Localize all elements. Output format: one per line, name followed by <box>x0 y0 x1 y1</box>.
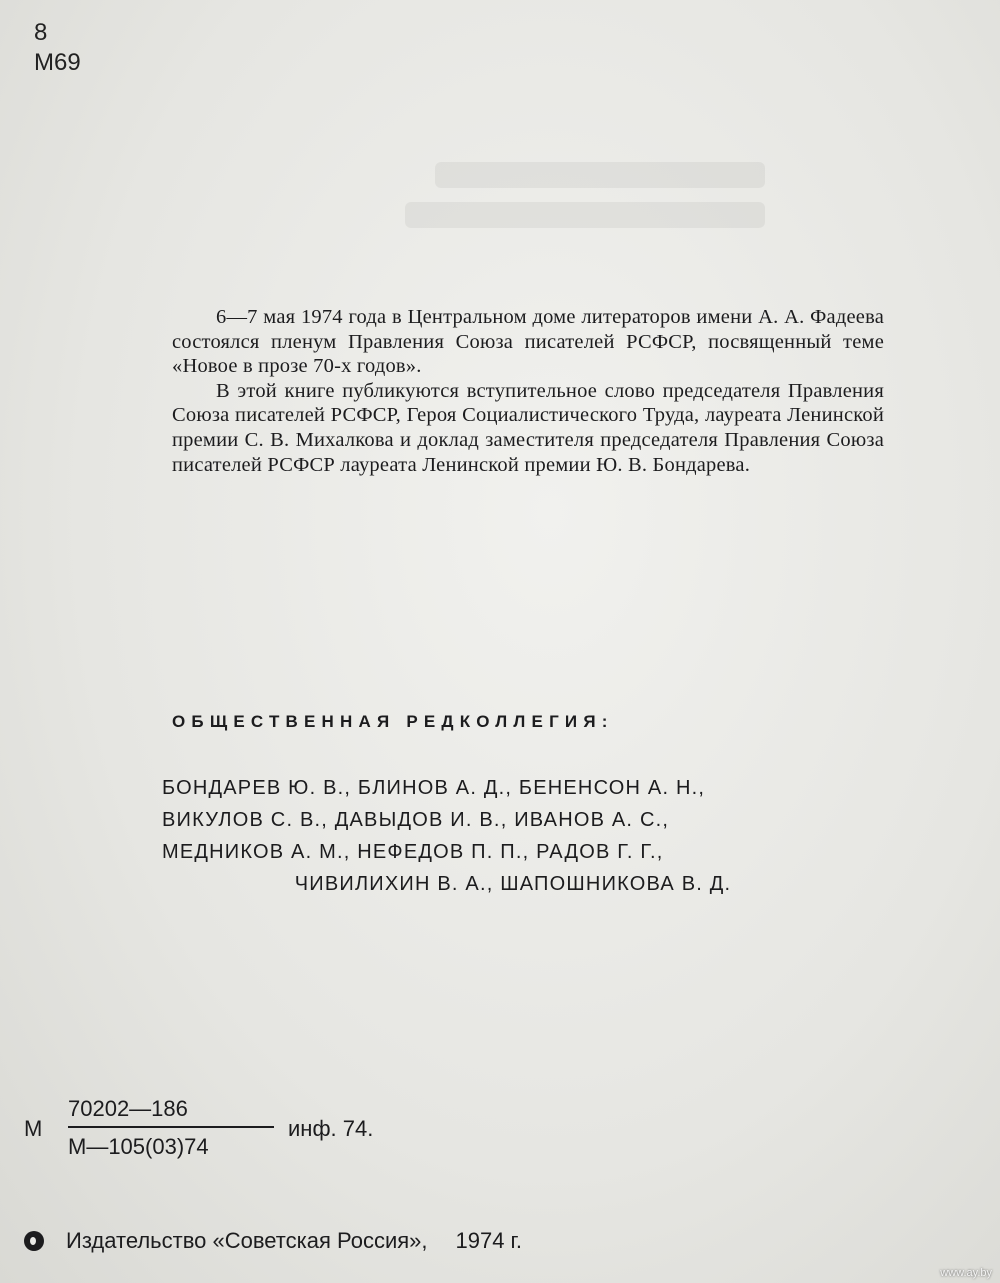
index-numerator: 70202—186 <box>68 1096 188 1121</box>
classification-number: 8 <box>34 19 48 46</box>
index-denominator: М—105(03)74 <box>68 1134 209 1159</box>
editorial-board-members <box>162 772 882 900</box>
annotation-paragraph-1: 6—7 мая 1974 года в Центральном доме литераторов имени А. А. Фадеева состоялся пленум Правления Союза писателей РСФСР, посвященный теме «Новое в прозе 70-х годов». <box>172 306 884 378</box>
board-members-line: БОНДАРЕВ Ю. В., БЛИНОВ А. Д., БЕНЕНСОН А. Н., <box>162 777 706 799</box>
index-suffix: инф. 74. <box>288 1116 374 1141</box>
board-members-line: ЧИВИЛИХИН В. А., ШАПОШНИКОВА В. Д. <box>294 873 732 895</box>
board-members-line: ВИКУЛОВ С. В., ДАВЫДОВ И. В., ИВАНОВ А. С., <box>162 809 670 831</box>
publisher-name: Издательство «Советская Россия», <box>66 1228 428 1253</box>
author-mark: M69 <box>34 49 81 76</box>
publisher-imprint <box>24 1228 522 1254</box>
site-watermark: www.ay.by <box>940 1267 992 1279</box>
copyright-icon <box>24 1231 44 1251</box>
annotation-text <box>172 305 884 477</box>
fraction-bar <box>68 1126 274 1128</box>
annotation-paragraph-2: В этой книге публикуются вступительное слово председателя Правления Союза писателей РСФСР, Героя Социалистического Труда, лауреата Ленинской премии С. В. Михалкова и доклад заместителя председателя Правления Союза писателей РСФСР лауреата Ленинской премии Ю. В. Бондарева. <box>172 379 884 476</box>
classification-code <box>34 18 81 78</box>
index-fraction <box>68 1094 274 1162</box>
index-letter: М <box>24 1116 43 1141</box>
board-members-line: МЕДНИКОВ А. М., НЕФЕДОВ П. П., РАДОВ Г. Г., <box>162 841 664 863</box>
show-through-text <box>405 148 785 248</box>
editorial-board-heading: ОБЩЕСТВЕННАЯ РЕДКОЛЛЕГИЯ: <box>172 712 614 731</box>
publication-year: 1974 г. <box>455 1228 523 1253</box>
